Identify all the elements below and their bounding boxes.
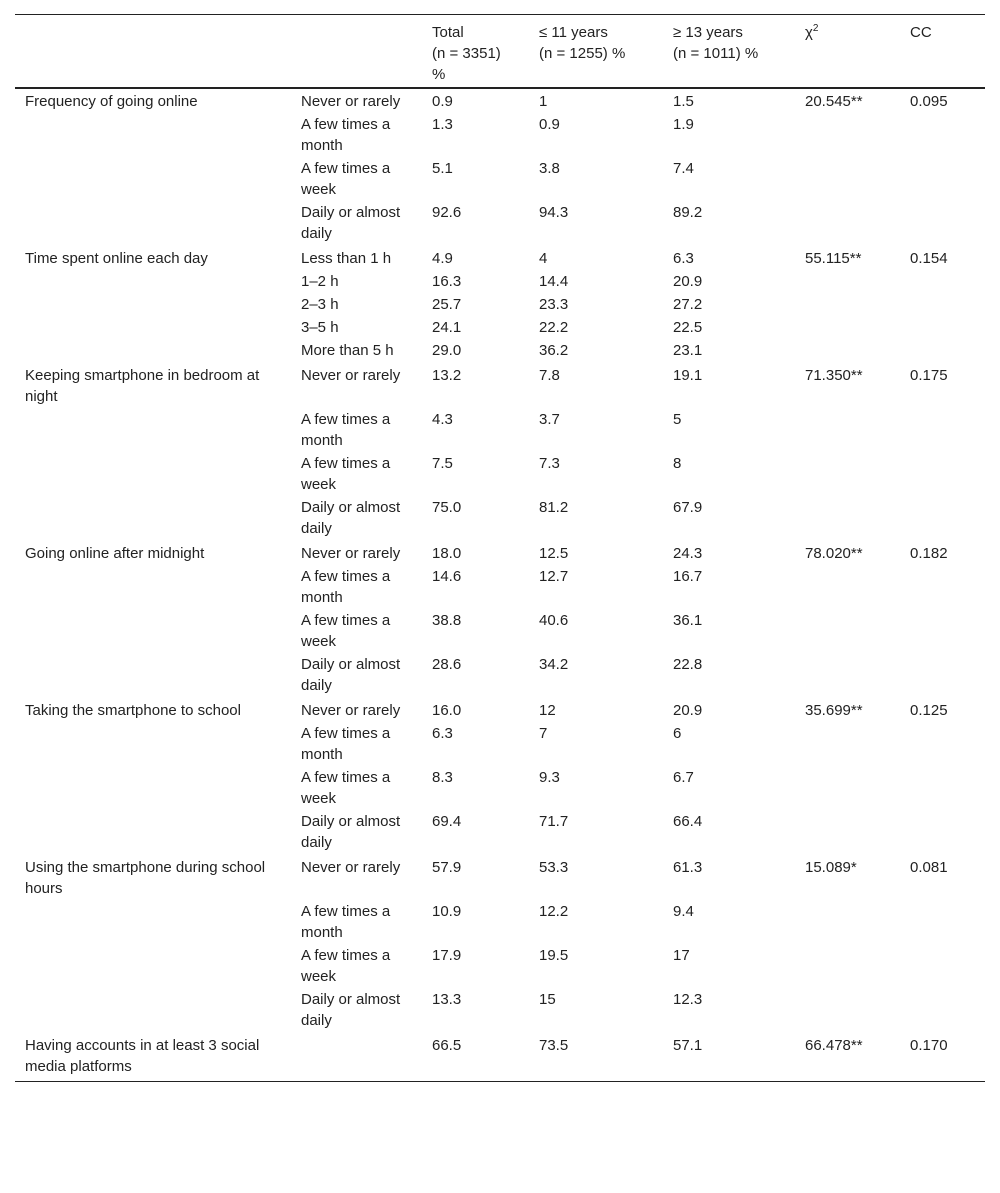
under-11-cell: 36.2 [539, 342, 569, 359]
under-11-cell: 81.2 [539, 499, 569, 516]
category-cell: A few times a month [301, 411, 391, 449]
cc-cell [900, 114, 985, 158]
over-13-cell: 6.3 [673, 250, 694, 267]
category-cell: A few times a week [301, 769, 391, 807]
category-cell: Never or rarely [301, 702, 401, 719]
table-row [15, 271, 985, 294]
header-category [291, 15, 422, 89]
under-11-cell: 14.4 [539, 273, 569, 290]
chi-square-cell [795, 158, 900, 202]
category-cell: Daily or almost daily [301, 656, 401, 694]
chi-square-cell: 20.545** [805, 93, 863, 110]
category-cell: Daily or almost daily [301, 991, 401, 1029]
under-11-cell: 73.5 [539, 1037, 569, 1054]
over-13-cell: 6.7 [673, 769, 694, 786]
table-row [15, 294, 985, 317]
total-cell: 8.3 [432, 769, 453, 786]
table-row [15, 610, 985, 654]
table-row [15, 989, 985, 1033]
under-11-cell: 1 [539, 93, 548, 110]
header-over-13 [663, 15, 795, 89]
total-cell: 13.3 [432, 991, 462, 1008]
variable-cell [15, 566, 291, 610]
results-table-container [15, 14, 985, 1082]
over-13-cell: 57.1 [673, 1037, 703, 1054]
table-row [15, 409, 985, 453]
over-13-cell: 67.9 [673, 499, 703, 516]
cc-cell [900, 901, 985, 945]
cc-cell [900, 945, 985, 989]
total-cell: 13.2 [432, 367, 462, 384]
total-cell: 16.3 [432, 273, 462, 290]
under-11-cell: 15 [539, 991, 556, 1008]
category-cell: 1–2 h [301, 273, 339, 290]
under-11-cell: 22.2 [539, 319, 569, 336]
chi-square-cell: 55.115** [805, 250, 862, 267]
chi-square-cell: 35.699** [805, 702, 863, 719]
over-13-cell: 16.7 [673, 568, 703, 585]
table-row [15, 541, 985, 566]
variable-cell: Going online after midnight [25, 545, 205, 562]
header-chi-symbol: χ [805, 24, 813, 41]
under-11-cell: 9.3 [539, 769, 560, 786]
category-cell: A few times a week [301, 455, 391, 493]
chi-square-cell [795, 767, 900, 811]
table-row [15, 453, 985, 497]
header-total-line3: % [432, 66, 446, 83]
chi-square-cell [795, 317, 900, 340]
header-chi-square [795, 15, 900, 89]
cc-cell [900, 340, 985, 363]
total-cell: 25.7 [432, 296, 462, 313]
under-11-cell: 7 [539, 725, 548, 742]
chi-square-cell [795, 453, 900, 497]
total-cell: 0.9 [432, 93, 453, 110]
table-row [15, 855, 985, 901]
over-13-cell: 23.1 [673, 342, 703, 359]
category-cell: Less than 1 h [301, 250, 392, 267]
under-11-cell: 53.3 [539, 859, 569, 876]
results-table [15, 14, 985, 1082]
total-cell: 6.3 [432, 725, 453, 742]
chi-square-cell [795, 294, 900, 317]
cc-cell [900, 811, 985, 855]
total-cell: 24.1 [432, 319, 462, 336]
category-cell [291, 1033, 422, 1082]
cc-cell [900, 202, 985, 246]
chi-square-cell [795, 409, 900, 453]
variable-cell [15, 767, 291, 811]
table-body [15, 88, 985, 1082]
cc-cell [900, 566, 985, 610]
total-cell: 28.6 [432, 656, 462, 673]
variable-cell [15, 811, 291, 855]
header-under-11 [529, 15, 663, 89]
cc-cell: 0.170 [910, 1037, 948, 1054]
over-13-cell: 5 [673, 411, 682, 428]
category-cell: Daily or almost daily [301, 499, 401, 537]
over-13-cell: 66.4 [673, 813, 703, 830]
total-cell: 57.9 [432, 859, 462, 876]
header-under-11-line2: (n = 1255) % [539, 45, 626, 62]
table-row [15, 114, 985, 158]
under-11-cell: 19.5 [539, 947, 569, 964]
over-13-cell: 89.2 [673, 204, 703, 221]
over-13-cell: 6 [673, 725, 682, 742]
chi-square-cell [795, 497, 900, 541]
variable-cell: Taking the smartphone to school [25, 702, 241, 719]
table-row [15, 317, 985, 340]
chi-square-cell [795, 114, 900, 158]
over-13-cell: 27.2 [673, 296, 703, 313]
over-13-cell: 1.9 [673, 116, 694, 133]
variable-cell [15, 271, 291, 294]
under-11-cell: 0.9 [539, 116, 560, 133]
under-11-cell: 7.8 [539, 367, 560, 384]
total-cell: 5.1 [432, 160, 453, 177]
cc-cell: 0.125 [910, 702, 948, 719]
chi-square-cell [795, 610, 900, 654]
header-total-line2: (n = 3351) [432, 45, 501, 62]
table-row [15, 1033, 985, 1082]
category-cell: Never or rarely [301, 367, 401, 384]
over-13-cell: 8 [673, 455, 682, 472]
chi-square-cell: 71.350** [805, 367, 863, 384]
under-11-cell: 7.3 [539, 455, 560, 472]
header-variable [15, 15, 291, 89]
under-11-cell: 71.7 [539, 813, 569, 830]
variable-cell [15, 409, 291, 453]
over-13-cell: 19.1 [673, 367, 703, 384]
total-cell: 7.5 [432, 455, 453, 472]
table-row [15, 945, 985, 989]
variable-cell [15, 723, 291, 767]
category-cell: Daily or almost daily [301, 813, 401, 851]
variable-cell [15, 497, 291, 541]
total-cell: 69.4 [432, 813, 462, 830]
variable-cell [15, 989, 291, 1033]
chi-square-cell: 66.478** [805, 1037, 863, 1054]
chi-square-cell [795, 202, 900, 246]
category-cell: A few times a month [301, 568, 391, 606]
variable-cell [15, 114, 291, 158]
header-total [422, 15, 529, 89]
table-row [15, 340, 985, 363]
category-cell: Never or rarely [301, 545, 401, 562]
chi-square-cell [795, 566, 900, 610]
over-13-cell: 36.1 [673, 612, 703, 629]
cc-cell [900, 989, 985, 1033]
variable-cell [15, 610, 291, 654]
category-cell: A few times a week [301, 160, 391, 198]
variable-cell [15, 945, 291, 989]
cc-cell [900, 610, 985, 654]
table-row [15, 246, 985, 271]
cc-cell: 0.182 [910, 545, 948, 562]
table-row [15, 901, 985, 945]
category-cell: Never or rarely [301, 859, 401, 876]
total-cell: 4.9 [432, 250, 453, 267]
variable-cell [15, 340, 291, 363]
cc-cell [900, 271, 985, 294]
total-cell: 14.6 [432, 568, 462, 585]
total-cell: 17.9 [432, 947, 462, 964]
category-cell: Daily or almost daily [301, 204, 401, 242]
total-cell: 18.0 [432, 545, 462, 562]
category-cell: Never or rarely [301, 93, 401, 110]
chi-square-cell [795, 989, 900, 1033]
chi-square-cell: 15.089* [805, 859, 857, 876]
total-cell: 16.0 [432, 702, 462, 719]
cc-cell: 0.081 [910, 859, 948, 876]
chi-square-cell [795, 723, 900, 767]
category-cell: A few times a week [301, 947, 391, 985]
total-cell: 92.6 [432, 204, 462, 221]
under-11-cell: 12 [539, 702, 556, 719]
chi-square-cell [795, 271, 900, 294]
over-13-cell: 9.4 [673, 903, 694, 920]
category-cell: A few times a month [301, 903, 391, 941]
chi-square-cell: 78.020** [805, 545, 863, 562]
variable-cell: Having accounts in at least 3 social media platforms [25, 1037, 260, 1075]
over-13-cell: 12.3 [673, 991, 703, 1008]
category-cell: A few times a month [301, 725, 391, 763]
under-11-cell: 4 [539, 250, 548, 267]
under-11-cell: 3.7 [539, 411, 560, 428]
variable-cell: Time spent online each day [25, 250, 208, 267]
under-11-cell: 40.6 [539, 612, 569, 629]
over-13-cell: 22.8 [673, 656, 703, 673]
variable-cell [15, 654, 291, 698]
total-cell: 1.3 [432, 116, 453, 133]
variable-cell: Keeping smartphone in bedroom at night [25, 367, 260, 405]
variable-cell [15, 158, 291, 202]
under-11-cell: 23.3 [539, 296, 569, 313]
total-cell: 10.9 [432, 903, 462, 920]
variable-cell: Using the smartphone during school hours [25, 859, 266, 897]
category-cell: A few times a month [301, 116, 391, 154]
category-cell: A few times a week [301, 612, 391, 650]
variable-cell [15, 901, 291, 945]
total-cell: 38.8 [432, 612, 462, 629]
table-row [15, 88, 985, 114]
under-11-cell: 34.2 [539, 656, 569, 673]
total-cell: 75.0 [432, 499, 462, 516]
table-row [15, 654, 985, 698]
cc-cell [900, 294, 985, 317]
over-13-cell: 7.4 [673, 160, 694, 177]
table-row [15, 698, 985, 723]
chi-square-cell [795, 945, 900, 989]
table-row [15, 363, 985, 409]
header-over-13-line1: ≥ 13 years [673, 24, 743, 41]
under-11-cell: 12.5 [539, 545, 569, 562]
under-11-cell: 94.3 [539, 204, 569, 221]
cc-cell [900, 723, 985, 767]
header-cc: CC [910, 24, 932, 41]
table-row [15, 158, 985, 202]
cc-cell [900, 497, 985, 541]
category-cell: More than 5 h [301, 342, 394, 359]
header-over-13-line2: (n = 1011) % [673, 45, 759, 62]
total-cell: 4.3 [432, 411, 453, 428]
chi-square-cell [795, 654, 900, 698]
cc-cell [900, 158, 985, 202]
header-total-line1: Total [432, 24, 464, 41]
cc-cell [900, 453, 985, 497]
category-cell: 3–5 h [301, 319, 339, 336]
header-row [15, 15, 985, 89]
over-13-cell: 20.9 [673, 702, 703, 719]
table-row [15, 497, 985, 541]
variable-cell [15, 202, 291, 246]
cc-cell [900, 654, 985, 698]
table-row [15, 811, 985, 855]
cc-cell: 0.154 [910, 250, 948, 267]
under-11-cell: 12.2 [539, 903, 569, 920]
chi-square-cell [795, 901, 900, 945]
total-cell: 66.5 [432, 1037, 462, 1054]
table-row [15, 202, 985, 246]
over-13-cell: 20.9 [673, 273, 703, 290]
over-13-cell: 22.5 [673, 319, 703, 336]
category-cell: 2–3 h [301, 296, 339, 313]
over-13-cell: 17 [673, 947, 690, 964]
cc-cell: 0.175 [910, 367, 948, 384]
table-header [15, 15, 985, 89]
under-11-cell: 12.7 [539, 568, 569, 585]
variable-cell: Frequency of going online [25, 93, 198, 110]
total-cell: 29.0 [432, 342, 462, 359]
table-row [15, 566, 985, 610]
cc-cell [900, 409, 985, 453]
variable-cell [15, 317, 291, 340]
table-row [15, 723, 985, 767]
table-row [15, 767, 985, 811]
chi-square-cell [795, 811, 900, 855]
header-under-11-line1: ≤ 11 years [539, 24, 608, 41]
under-11-cell: 3.8 [539, 160, 560, 177]
variable-cell [15, 294, 291, 317]
cc-cell [900, 317, 985, 340]
over-13-cell: 1.5 [673, 93, 694, 110]
cc-cell [900, 767, 985, 811]
cc-cell: 0.095 [910, 93, 948, 110]
header-chi-superscript: 2 [812, 23, 819, 34]
over-13-cell: 24.3 [673, 545, 703, 562]
over-13-cell: 61.3 [673, 859, 703, 876]
variable-cell [15, 453, 291, 497]
chi-square-cell [795, 340, 900, 363]
